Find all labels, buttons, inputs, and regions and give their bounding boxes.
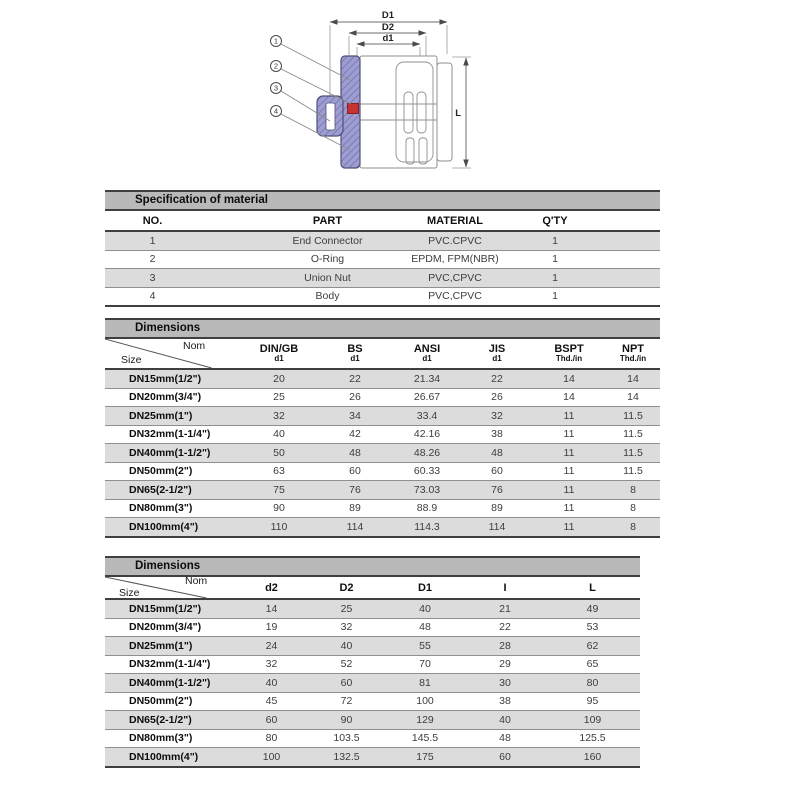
dimension-D2 [349, 22, 426, 33]
dim-d1-label: d1 [382, 33, 394, 44]
value-cell: 19 [235, 618, 308, 637]
col-material: MATERIAL [400, 211, 510, 231]
value-cell: 48 [318, 444, 392, 463]
material-table-title: Specification of material [105, 190, 660, 211]
callout-2 [271, 61, 282, 72]
value-cell: 11 [532, 444, 606, 463]
callout-4 [271, 106, 282, 117]
value-cell: 26 [318, 388, 392, 407]
value-cell: 40 [308, 637, 385, 656]
material-cell: PVC,CPVC [400, 269, 510, 288]
size-cell: DN80mm(3") [105, 499, 240, 518]
dimension-row [105, 618, 640, 637]
dimension-row [105, 407, 660, 426]
value-cell: 145.5 [385, 729, 465, 748]
dimension-row [105, 462, 660, 481]
size-cell: DN25mm(1") [105, 637, 235, 656]
material-row [105, 231, 660, 250]
value-cell: 40 [465, 711, 545, 730]
col-D1: D1 [385, 577, 465, 599]
dim-L-label: L [455, 108, 461, 119]
col-npt: NPT Thd./in [606, 339, 660, 369]
value-cell: 100 [385, 692, 465, 711]
value-cell: 100 [235, 748, 308, 767]
value-cell: 125.5 [545, 729, 640, 748]
value-cell: 132.5 [308, 748, 385, 767]
value-cell: 26 [462, 388, 532, 407]
value-cell: 25 [308, 599, 385, 618]
value-cell: 11 [532, 518, 606, 537]
value-cell: 14 [235, 599, 308, 618]
value-cell: 25 [240, 388, 318, 407]
oring-marker [348, 104, 359, 114]
value-cell: 89 [462, 499, 532, 518]
value-cell: 11 [532, 425, 606, 444]
value-cell: 48 [462, 444, 532, 463]
value-cell: 89 [318, 499, 392, 518]
value-cell: 53 [545, 618, 640, 637]
dimension-row [105, 637, 640, 656]
value-cell: 90 [240, 499, 318, 518]
value-cell: 109 [545, 711, 640, 730]
value-cell: 11 [532, 481, 606, 500]
dimension-row [105, 674, 640, 693]
value-cell: 114 [462, 518, 532, 537]
value-cell: 14 [606, 388, 660, 407]
dimensions-body-table [105, 556, 640, 768]
material-cell: PVC.CPVC [400, 231, 510, 250]
size-cell: DN65(2-1/2") [105, 711, 235, 730]
value-cell: 40 [385, 599, 465, 618]
material-header-row [105, 211, 660, 231]
dim-D1-label: D1 [381, 10, 395, 21]
size-cell: DN80mm(3") [105, 729, 235, 748]
value-cell: 63 [240, 462, 318, 481]
value-cell: 21 [465, 599, 545, 618]
dimension-row [105, 518, 660, 537]
callout-3 [271, 83, 282, 94]
value-cell: 11 [532, 499, 606, 518]
svg-text:2: 2 [273, 61, 279, 71]
value-cell: 38 [462, 425, 532, 444]
value-cell: 76 [318, 481, 392, 500]
value-cell: 40 [240, 425, 318, 444]
size-cell: DN25mm(1") [105, 407, 240, 426]
value-cell: 95 [545, 692, 640, 711]
dimension-row [105, 655, 640, 674]
value-cell: 11 [532, 462, 606, 481]
dimension-row [105, 369, 660, 388]
value-cell: 62 [545, 637, 640, 656]
qty-cell: 1 [510, 287, 600, 306]
value-cell: 8 [606, 481, 660, 500]
corner-size-label: Size [121, 354, 142, 366]
value-cell: 11.5 [606, 462, 660, 481]
value-cell: 42.16 [392, 425, 462, 444]
value-cell: 50 [240, 444, 318, 463]
part-cell: Union Nut [200, 269, 400, 288]
value-cell: 76 [462, 481, 532, 500]
dimension-row [105, 729, 640, 748]
dimensions-thread-header-row [105, 339, 660, 369]
dimension-D1 [330, 10, 447, 22]
technical-drawing [0, 0, 800, 186]
dimensions-body-title: Dimensions [105, 556, 640, 577]
no-cell: 4 [105, 287, 200, 306]
value-cell: 42 [318, 425, 392, 444]
size-cell: DN100mm(4") [105, 748, 235, 767]
value-cell: 110 [240, 518, 318, 537]
value-cell: 160 [545, 748, 640, 767]
value-cell: 48.26 [392, 444, 462, 463]
size-cell: DN50mm(2") [105, 462, 240, 481]
svg-text:4: 4 [273, 106, 279, 116]
size-cell: DN100mm(4") [105, 518, 240, 537]
dimension-d1 [357, 33, 420, 44]
value-cell: 60.33 [392, 462, 462, 481]
size-nom-corner [105, 339, 240, 369]
value-cell: 21.34 [392, 369, 462, 388]
dimension-row [105, 425, 660, 444]
value-cell: 30 [465, 674, 545, 693]
value-cell: 38 [465, 692, 545, 711]
value-cell: 49 [545, 599, 640, 618]
col-L: L [545, 577, 640, 599]
no-cell: 2 [105, 250, 200, 269]
material-row [105, 269, 660, 288]
size-cell: DN40mm(1-1/2") [105, 444, 240, 463]
dimensions-thread-title: Dimensions [105, 318, 660, 339]
qty-cell: 1 [510, 231, 600, 250]
size-cell: DN50mm(2") [105, 692, 235, 711]
value-cell: 11.5 [606, 425, 660, 444]
value-cell: 60 [462, 462, 532, 481]
value-cell: 175 [385, 748, 465, 767]
value-cell: 22 [462, 369, 532, 388]
dimension-row [105, 499, 660, 518]
value-cell: 32 [462, 407, 532, 426]
value-cell: 129 [385, 711, 465, 730]
col-qty: Q'TY [510, 211, 600, 231]
value-cell: 70 [385, 655, 465, 674]
qty-cell: 1 [510, 269, 600, 288]
value-cell: 8 [606, 518, 660, 537]
material-table [105, 190, 660, 307]
size-cell: DN40mm(1-1/2") [105, 674, 235, 693]
value-cell: 45 [235, 692, 308, 711]
value-cell: 55 [385, 637, 465, 656]
value-cell: 114.3 [392, 518, 462, 537]
col-bspt: BSPT Thd./in [532, 339, 606, 369]
value-cell: 33.4 [392, 407, 462, 426]
dimension-row [105, 748, 640, 767]
svg-text:3: 3 [273, 83, 279, 93]
size-cell: DN32mm(1-1/4") [105, 425, 240, 444]
value-cell: 60 [235, 711, 308, 730]
svg-text:1: 1 [273, 36, 279, 46]
dimension-row [105, 481, 660, 500]
value-cell: 72 [308, 692, 385, 711]
col-D2: D2 [308, 577, 385, 599]
material-cell: PVC,CPVC [400, 287, 510, 306]
value-cell: 11.5 [606, 407, 660, 426]
dimension-row [105, 388, 660, 407]
value-cell: 32 [240, 407, 318, 426]
value-cell: 103.5 [308, 729, 385, 748]
value-cell: 80 [235, 729, 308, 748]
col-part: PART [200, 211, 400, 231]
col-no: NO. [105, 211, 200, 231]
part-cell: O-Ring [200, 250, 400, 269]
corner-nom-label: Nom [185, 575, 208, 587]
value-cell: 24 [235, 637, 308, 656]
value-cell: 8 [606, 499, 660, 518]
material-cell: EPDM, FPM(NBR) [400, 250, 510, 269]
fitting-body [360, 56, 452, 168]
no-cell: 1 [105, 231, 200, 250]
part-cell: End Connector [200, 231, 400, 250]
value-cell: 22 [318, 369, 392, 388]
value-cell: 40 [235, 674, 308, 693]
value-cell: 52 [308, 655, 385, 674]
no-cell: 3 [105, 269, 200, 288]
value-cell: 80 [545, 674, 640, 693]
value-cell: 114 [318, 518, 392, 537]
col-din-gb: DIN/GB d1 [240, 339, 318, 369]
material-row [105, 287, 660, 306]
value-cell: 34 [318, 407, 392, 426]
col-jis: JIS d1 [462, 339, 532, 369]
value-cell: 22 [465, 618, 545, 637]
value-cell: 73.03 [392, 481, 462, 500]
value-cell: 14 [532, 388, 606, 407]
value-cell: 29 [465, 655, 545, 674]
material-row [105, 250, 660, 269]
value-cell: 32 [235, 655, 308, 674]
value-cell: 20 [240, 369, 318, 388]
corner-size-label: Size [119, 587, 140, 599]
value-cell: 11 [532, 407, 606, 426]
col-bs: BS d1 [318, 339, 392, 369]
value-cell: 26.67 [392, 388, 462, 407]
col-I: I [465, 577, 545, 599]
value-cell: 14 [606, 369, 660, 388]
value-cell: 81 [385, 674, 465, 693]
col-d2: d2 [235, 577, 308, 599]
dim-D2-label: D2 [381, 22, 395, 33]
dimension-L [455, 58, 466, 167]
value-cell: 28 [465, 637, 545, 656]
size-nom-corner [105, 577, 235, 599]
dimension-row [105, 692, 640, 711]
size-cell: DN15mm(1/2") [105, 369, 240, 388]
dimensions-thread-table [105, 318, 660, 538]
value-cell: 48 [465, 729, 545, 748]
part-cell: Body [200, 287, 400, 306]
size-cell: DN15mm(1/2") [105, 599, 235, 618]
value-cell: 32 [308, 618, 385, 637]
dimension-row [105, 444, 660, 463]
value-cell: 60 [465, 748, 545, 767]
value-cell: 14 [532, 369, 606, 388]
value-cell: 60 [308, 674, 385, 693]
size-cell: DN65(2-1/2") [105, 481, 240, 500]
value-cell: 88.9 [392, 499, 462, 518]
qty-cell: 1 [510, 250, 600, 269]
value-cell: 65 [545, 655, 640, 674]
dimensions-body-header-row [105, 577, 640, 599]
value-cell: 75 [240, 481, 318, 500]
dimension-row [105, 599, 640, 618]
size-cell: DN20mm(3/4") [105, 388, 240, 407]
value-cell: 90 [308, 711, 385, 730]
value-cell: 48 [385, 618, 465, 637]
value-cell: 60 [318, 462, 392, 481]
value-cell: 11.5 [606, 444, 660, 463]
dimension-row [105, 711, 640, 730]
size-cell: DN20mm(3/4") [105, 618, 235, 637]
size-cell: DN32mm(1-1/4") [105, 655, 235, 674]
corner-nom-label: Nom [183, 340, 206, 352]
col-ansi: ANSI d1 [392, 339, 462, 369]
callout-1 [271, 36, 282, 47]
